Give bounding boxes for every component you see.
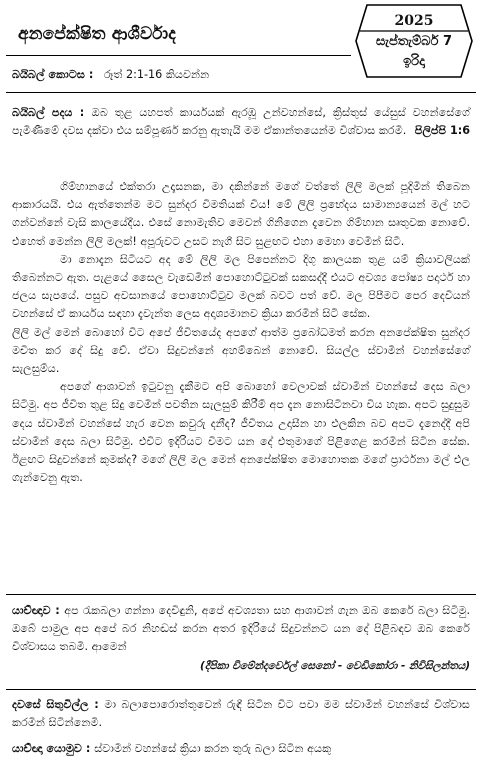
bible-reading: බයිබල් කොටස : රූත් 2:1-16 කියවන්න [12,68,210,81]
page-title: අනපේක්ෂිත ආශීර්වාද [18,24,177,44]
prayer-focus-text: ස්වාමීන් වහන්සේ ක්‍රියා කරන තුරු බලා සිටින අයකු [94,742,332,755]
prayer: යාච්ඥාව : අප රැකබලා ගන්නා දෙවිඳුනි, අපේ අවශ්‍යතා සහ ආශාවන් ගැන ඔබ කෙරේ බලා සිටිමු. ඔබේ පාමුල අප අපේ බර නිහඬස් කරන අතර ඉදිරියේ සිදුවන්නට යන දේ පිළිබඳව ඔබ කෙරේ විශ්වාසය තබමි. ආමෙන් (දීපිකා චිමේන්දර්වෙල් සෙනෝ - වෙඩිකෝරා - නිවිසිලන්තය) [12,602,470,675]
bible-verse-label: බයිබල් පදය [12,106,73,119]
section-rule [6,689,476,690]
bible-verse-text: ඔබ තුළ යහපත් කාර්යයක් ඇරඹූ උන්වහන්සේ, ක්‍රිස්තුස් යේසුස් වහන්සේගේ පැමිණීමේ දවස දක්වා එය සම්පූර්ණ කරනු ඇතැයි මම ඒකාන්තයෙන්ම විශ්වාස කරමි. [12,106,471,138]
body-paragraph: මා නොදැන සිටියට අද මේ ලිලි මල පිපෙන්නට දිගු කාලයක තුළ යම් ක්‍රියාවලියක් තිබෙන්නට ඇත. පැළයේ සෛල වැඩෙමින් පොහොට්ටුවක් සකසද්දී එයට අවශ්‍ය පෝෂ්‍ය පදාර්ථ හා ජලය සැපයේ. පසුව අවසානයේ පොහොට්ටුව මලක් බවට පත් වේ. මල පිපීමට පෙර දෙවියන් වහන්සේ ඒ කාර්යය සඳහා දැවැන්ත ලෙස අදෘශ්‍යමානව ක්‍රියා කරමින් සිටි සේක. [12,252,470,321]
bible-reading-text: රූත් 2:1-16 කියවන්න [104,68,210,81]
thought-text: මා බලාපොරොත්තුවෙන් රුඳී සිටින විට පවා මම ස්වාමීන් වහන්සේ විශ්වාස කරමින් සිටින්නෙමි. [12,698,470,730]
prayer-credit: (දීපිකා චිමේන්දර්වෙල් සෙනෝ - වෙඩිකෝරා - නිවිසිලන්තය) [200,659,470,672]
prayer-label: යාච්ඥාව [12,604,51,617]
devotional-body [12,178,470,487]
bible-verse: බයිබල් පදය : ඔබ තුළ යහපත් කාර්යයක් ඇරඹූ උන්වහන්සේ, ක්‍රිස්තුස් යේසුස් වහන්සේගේ පැමිණීමේ දවස දක්වා එය සම්පූර්ණ කරනු ඇතැයි මම ඒකාන්තයෙන්ම විශ්වාස කරමි. පිලිප්පි 1:6 [12,104,470,140]
date-month-day: සැප්තැම්බර් 7 [375,34,453,49]
section-rule [6,92,476,93]
title-rule [6,55,351,56]
prayer-focus-label: යාච්ඥා යොමුව [12,742,82,755]
body-paragraph: අපගේ ආශාවන් ඉටුවනු දැකීමට අපි බොහෝ වෙලාවක් ස්වාමීන් වහන්සේ දෙස බලා සිටිමු. අප ජීවිත තුළ සිදු වෙමින් පවතින සැලසුම් කිරීම් අප දැන නොසිටිනවා විය හැක. අපට සුදුසුම දෙය ස්වාමීන් වහන්සේ හැර වෙන කවුරු දනීද? ජීවිතය උදාසීන හා එලකින බව අපට දැනෙද්දී අපි ස්වාමීන් දෙස බලා සිටිමු. එවිට ඉදිරියට විමට යන දේ එතුමාගේ පිළිගෙළ කරමින් සිටින සේක. ඊළඟට සිදුවන්නේ කුමක්ද? මගේ ලිලි මල මෙන් අනපේක්ෂිත මොහොතක මගේ ප්‍රාර්ථනා මල් එල ගැන්වෙනු ඇත. [12,380,470,485]
thought-label: දවසේ සිතුවිල්ල [12,698,89,711]
bible-reading-label: බයිබල් කොටස [12,68,85,81]
body-paragraph: ගිම්හානයේ එක්තරා උදෑසනක, මා දකින්නේ මගේ වත්තේ ලිලි මලක් පූදිමින් තිබෙන ආකාරයයි. එය ඇත්තෙන්ම මට සුන්දර විමතියක් විය! මේ ලිලි ප්‍රභේදය සාමාන්‍යයෙන් මල් හට ගන්වන්නේ වැසි කාලයේදීය. එසේ නොමැතිව මෙවන් ගිනිගෙන දැවෙන ගිම්හාන සෘතුවක නොවේ. එහෙත් මෙන්න ලිලි මලක්! අපූරුවට උසට නැගී සිට සුළඟට එහා මෙහා වෙමින් සිටී. [12,180,470,248]
prayer-text: අප රැකබලා ගන්නා දෙවිඳුනි, අපේ අවශ්‍යතා සහ ආශාවන් ගැන ඔබ කෙරේ බලා සිටිමු. ඔබේ පාමුල අප අපේ බර නිහඬස් කරන අතර ඉදිරියේ සිදුවන්නට යන දේ පිළිබඳව ඔබ කෙරේ විශ්වාසය තබමි. ආමෙන් [12,604,470,654]
date-weekday: ඉරිදා [403,54,425,69]
thought-of-day: දවසේ සිතුවිල්ල : මා බලාපොරොත්තුවෙන් රුඳී සිටින විට පවා මම ස්වාමීන් වහන්සේ විශ්වාස කරමින් සිටින්නෙමි. [12,698,470,730]
prayer-focus: යාච්ඥා යොමුව : ස්වාමීන් වහන්සේ ක්‍රියා කරන තුරු බලා සිටින අයකු [12,742,332,755]
section-rule [6,594,476,595]
date-year: 2025 [394,13,434,29]
body-paragraph: ලිලි මල් මෙන් බොහෝ විට අපේ ජීවිතයේද අපගේ ආත්ම ප්‍රබෝධමත් කරන අනපේක්ෂිත සුන්දර මචිත කර දේ සිදු වේ. ඒවා සිදුවන්නේ අහම්බෙන් නොවේ. සියල්ල ස්වාමීන් වහන්සේගේ සැලසුම්ය. [12,325,470,376]
bible-verse-reference: පිලිප්පි 1:6 [414,124,470,138]
